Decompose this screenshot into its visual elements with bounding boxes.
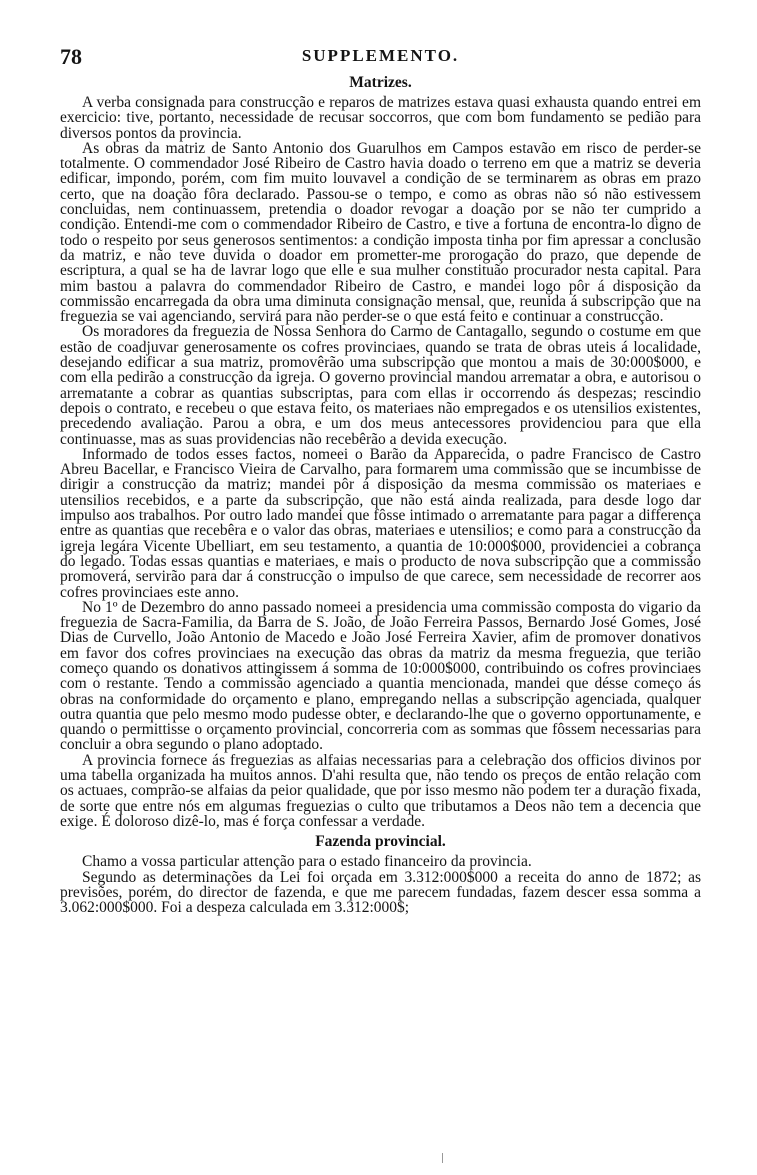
paragraph: A provincia fornece ás freguezias as alfaias necessarias para a celebração dos officios divinos por uma tabella organizada ha muitos annos. D'ahi resulta que, não tendo os preços de então relação com os actuaes, comprão-se alfaias da peior qualidade, que por isso mesmo não podem ter a duração fixada, de sorte que entre nós em algumas freguezias o culto que tributamos a Deos não tem a decencia que exige. É doloroso dizê-lo, mas é força confessar a verdade. [60, 751, 701, 830]
section-matrizes [60, 74, 701, 829]
page-header [60, 44, 701, 70]
paragraph: Os moradores da freguezia de Nossa Senhora do Carmo de Cantagallo, segundo o costume em que estão de coadjuvar generosamente os cofres provinciaes, quando se trata de obras uteis á localidade, desejando edificar a sua matriz, promovêrão uma subscripção que montou a mais de 30:000$000, e com ella pedirão a construcção da igreja. O governo provincial mandou arrematar a obra, e autorisou o arrematante a cobrar as quantias subscriptas, para com ellas ir occorrendo ás despezas; rescindio depois o contrato, e recebeu o que estava feito, os materiaes não empregados e os utensilios existentes, precedendo avaliação. Parou a obra, e um dos meus antecessores providenciou para que ella continuasse, mas as suas providencias não recebêrão a devida execução. [60, 323, 701, 448]
section-fazenda-provincial [60, 833, 701, 915]
paragraph: Informado de todos esses factos, nomeei o Barão da Apparecida, o padre Francisco de Castro Abreu Bacellar, e Francisco Vieira de Carvalho, para formarem uma commissão que se incumbisse de dirigir a construcção da matriz; mandei pôr á disposição da mesma commissão os materiaes e utensilios recebidos, e a parte da subscripção, que não está ainda realizada, para desde logo dar impulso aos trabalhos. Por outro lado mandei que fôsse intimado o arrematante para pagar a differença entre as quantias que recebêra e o valor das obras, materiaes e utensilios; e como para a construcção da igreja legára Vicente Ubelliart, em seu testamento, a quantia de 10:000$000, providenciei a cobrança do legado. Todas essas quantias e materiaes, e mais o producto de nova subscripção que a commissão promoverá, servirão para dar á construcção o impulso de que carece, sem necessidade de recorrer aos cofres provinciaes este anno. [60, 445, 701, 601]
paragraph: A verba consignada para construcção e reparos de matrizes estava quasi exhausta quando entrei em exercicio: tive, portanto, necessidade de recusar soccorros, que com bom fundamento se pedião para diversos pontos da provincia. [60, 94, 701, 142]
section-heading: Fazenda provincial. [315, 833, 446, 851]
running-title: SUPPLEMENTO. [301, 46, 460, 65]
page-fold-mark [442, 1153, 449, 1163]
paragraph: Segundo as determinações da Lei foi orçada em 3.312:000$000 a receita do anno de 1872; as previsões, porém, do director de fazenda, e que me parecem fundadas, fazem descer essa somma a 3.062:000$000. Foi a despeza calculada em 3.312:000$; [60, 868, 701, 917]
section-heading: Matrizes. [349, 74, 412, 91]
paragraph: No 1º de Dezembro do anno passado nomeei a presidencia uma commissão composta do vigario da freguezia de Sacra-Familia, da Barra de S. João, de João Ferreira Passos, Bernardo José Gomes, José Dias de Curvello, João Antonio de Macedo e João José Ferreira Xavier, afim de promover donativos em favor dos cofres provinciaes na execução das obras da matriz da mesma freguezia, que terião começo quando os donativos attingissem á somma de 10:000$000, contribuindo os cofres provinciaes com o restante. Tendo a commissão agenciado a quantia mencionada, mandei que désse começo ás obras na conformidade do orçamento e plano, empregando nellas a subscripção agenciada, qualquer outra quantia que pelo mesmo modo pudesse obter, e declarando-lhe que o governo opportunamente, e quando o permittisse o orçamento provincial, concorreria com as sommas que fôssem necessarias para concluir a obra segundo o plano adoptado. [60, 598, 701, 754]
paragraph: As obras da matriz de Santo Antonio dos Guarulhos em Campos estavão em risco de perder-se totalmente. O commendador José Ribeiro de Castro havia doado o terreno em que a matriz se deveria edificar, impondo, porém, com fim muito louvavel a condição de se terminarem as obras em prazo certo, que na doação fôra declarado. Passou-se o tempo, e como as obras não só não estivessem concluidas, nem continuassem, pretendia o doador revogar a doação por se não ter cumprido a condição. Entendi-me com o commendador Ribeiro de Castro, e tive a fortuna de encontra-lo digno de todo o respeito por seus generosos sentimentos: a condição imposta tinha por fim apressar a conclusão da matriz, e não teve duvida o doador em prometter-me prorogação do prazo, que depende de escriptura, a qual se ha de lavrar logo que elle e sua mulher constituão procurador nesta capital. Para mim bastou a palavra do commendador Ribeiro de Castro, e mandei logo pôr á disposição da commissão encarregada da obra uma diminuta consignação mensal, que, reunida á subscripção que na freguezia se vai agenciando, servirá para não perder-se o que está feito e continuar a construcção. [60, 139, 701, 326]
page-number: 78 [60, 44, 82, 69]
paragraph: Chamo a vossa particular attenção para o estado financeiro da provincia. [82, 853, 532, 871]
